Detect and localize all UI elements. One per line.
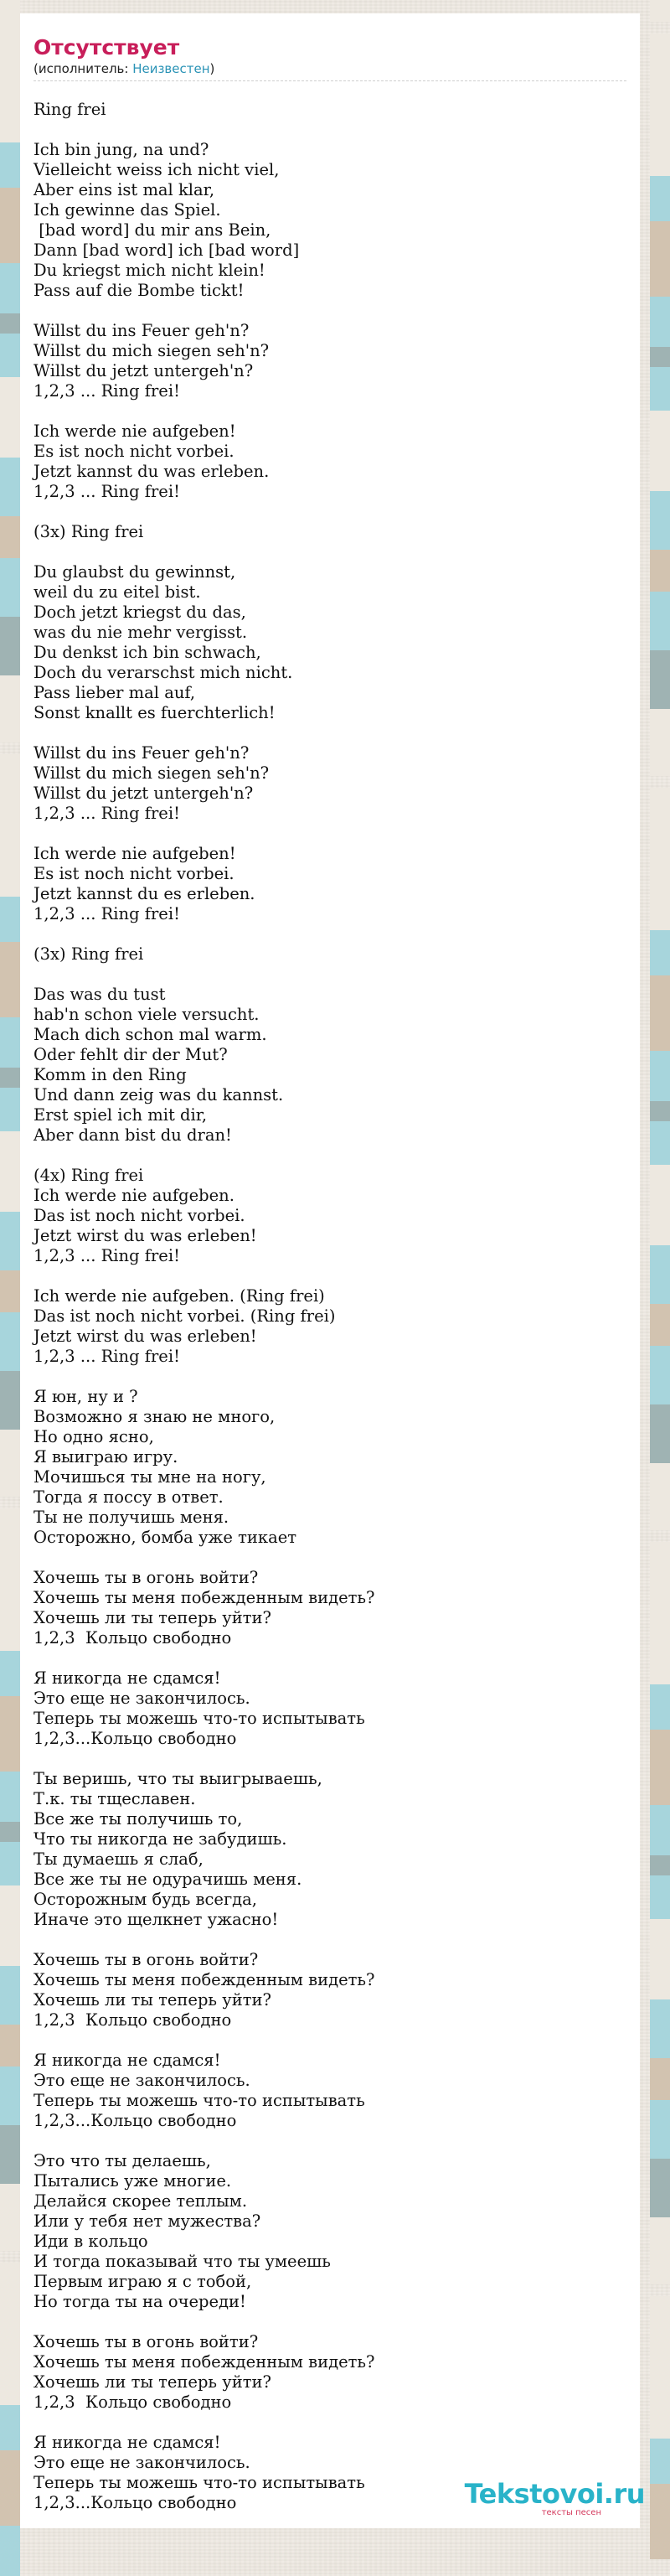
decor-stripe bbox=[0, 1088, 20, 1131]
decor-stripe bbox=[0, 897, 20, 942]
left-decor-stripes bbox=[0, 0, 20, 2542]
decor-stripe bbox=[0, 313, 20, 334]
decor-stripe bbox=[650, 176, 670, 221]
decor-stripe bbox=[650, 1304, 670, 1346]
decor-stripe bbox=[0, 754, 20, 897]
decor-stripe bbox=[0, 1696, 20, 1772]
artist-line bbox=[34, 60, 626, 81]
decor-stripe bbox=[650, 650, 670, 709]
decor-stripe bbox=[650, 2296, 670, 2439]
decor-stripe bbox=[650, 975, 670, 1051]
decor-stripe bbox=[650, 550, 670, 592]
decor-stripe bbox=[650, 592, 670, 650]
decor-stripe bbox=[650, 1404, 670, 1463]
song-title: Отсутствует bbox=[34, 35, 180, 59]
lyrics-card bbox=[20, 13, 640, 2528]
artist-suffix: ) bbox=[209, 61, 215, 76]
decor-stripe bbox=[650, 1463, 670, 1530]
decor-stripe bbox=[0, 1885, 20, 1966]
decor-stripe bbox=[650, 1051, 670, 1101]
logo-text: Tekstovoi.ru bbox=[464, 2478, 645, 2510]
decor-stripe bbox=[650, 411, 670, 491]
right-decor-stripes bbox=[650, 0, 670, 2542]
decor-stripe bbox=[0, 2066, 20, 2125]
decor-stripe bbox=[650, 2484, 670, 2559]
decor-stripe bbox=[0, 2526, 20, 2576]
decor-stripe bbox=[650, 491, 670, 550]
decor-stripe bbox=[0, 1068, 20, 1088]
decor-stripe bbox=[0, 2125, 20, 2184]
decor-stripe bbox=[650, 1999, 670, 2058]
decor-stripe bbox=[650, 709, 670, 776]
decor-stripe bbox=[650, 2217, 670, 2284]
site-logo[interactable] bbox=[465, 2480, 645, 2518]
decor-stripe bbox=[650, 1730, 670, 1805]
decor-stripe bbox=[650, 1542, 670, 1684]
decor-stripe bbox=[650, 2058, 670, 2100]
decor-stripe bbox=[650, 34, 670, 176]
decor-stripe bbox=[0, 2263, 20, 2405]
decor-stripe bbox=[650, 1684, 670, 1730]
decor-stripe bbox=[0, 142, 20, 188]
decor-stripe bbox=[0, 377, 20, 458]
decor-stripe bbox=[650, 1919, 670, 1999]
lyrics-text: Ring frei Ich bin jung, na und? Vielleicht weiss ich nicht viel, Aber eins ist mal klar, Ich gewinne das Spiel. [bad word] du mir ans Bein, Dann [bad word] ich [bad word] Du kriegst mich nicht klein! Pass auf die Bombe tickt! Willst du ins Feuer geh'n? Willst du mich siegen seh'n? Willst du jetzt untergeh'n? 1,2,3 ... Ring frei! Ich werde nie aufgeben! Es ist noch nicht vorbei. Jetzt kannst du was erleben. 1,2,3 ... Ring frei! (3x) Ring frei Du glaubst du gewinnst, weil du zu eitel bist. Doch jetzt kriegst du das, was du nie mehr vergisst. Du denkst ich bin schwach, Doch du verarschst mich nicht. Pass lieber mal auf, Sonst knallt es fuerchterlich! Willst du ins Feuer geh'n? Willst du mich siegen seh'n? Willst du jetzt untergeh'n? 1,2,3 ... Ring frei! Ich werde nie aufgeben! Es ist noch nicht vorbei. Jetzt kannst du es erleben. 1,2,3 ... Ring frei! (3x) Ring frei Das was du tust hab'n schon viele versucht. Mach dich schon mal warm. Oder fehlt dir der Mut? Komm in den Ring Und dann zeig was du kannst. Erst spiel ich mit dir, Aber dann bist du dran! (4x) Ring frei Ich werde nie aufgeben. Das ist noch nicht vorbei. Jetzt wirst du was erleben! 1,2,3 ... Ring frei! Ich werde nie aufgeben. (Ring frei) Das ist noch nicht vorbei. (Ring frei) Jetzt wirst du was erleben! 1,2,3 ... Ring frei! Я юн, ну и ? Возможно я знаю не много, Но одно ясно, Я выиграю игру. Мочишься ты мне на ногу, Тогда я поссу в ответ. Ты не получишь меня. Осторожно, бомба уже тикает Хочешь ты в огонь войти? Хочешь ты меня побежденным видеть? Хочешь ли ты теперь уйти? 1,2,3 Кольцо свободно Я никогда не сдамся! Это еще не закончилось. Теперь ты можешь что-то испытывать 1,2,3...Кольцо свободно Ты веришь, что ты выигрываешь, Т.к. ты тщеславен. Все же ты получишь то, Что ты никогда не забудишь. Ты думаешь я слаб, Все же ты не одурачишь меня. Осторожным будь всегда, Иначе это щелкнет ужасно! Хочешь ты в огонь войти? Хочешь ты меня побежденным видеть? Хочешь ли ты теперь уйти? 1,2,3 Кольцо свободно Я никогда не сдамся! Это еще не закончилось. Теперь ты можешь что-то испытывать 1,2,3...Кольцо свободно Это что ты делаешь, Пытались уже многие. Делайся скорее теплым. Или у тебя нет мужества? Иди в кольцо И тогда показывай что ты умеешь Первым играю я с тобой, Но тогда ты на очереди! Хочешь ты в огонь войти? Хочешь ты меня побежденным видеть? Хочешь ли ты теперь уйти? 1,2,3 Кольцо свободно Я никогда не сдамся! Это еще не закончилось. Теперь ты можешь что-то испытывать 1,2,3...Кольцо свободно bbox=[34, 100, 375, 2512]
decor-stripe bbox=[650, 1805, 670, 1855]
decor-stripe bbox=[0, 263, 20, 313]
decor-stripe bbox=[0, 188, 20, 263]
decor-stripe bbox=[0, 334, 20, 377]
decor-stripe bbox=[0, 1508, 20, 1651]
decor-stripe bbox=[0, 1212, 20, 1270]
decor-stripe bbox=[0, 2025, 20, 2066]
decor-stripe bbox=[0, 1822, 20, 1842]
decor-stripe bbox=[0, 1430, 20, 1497]
decor-stripe bbox=[650, 1165, 670, 1245]
decor-stripe bbox=[0, 0, 20, 142]
logo-tagline: тексты песен bbox=[541, 2508, 601, 2517]
decor-stripe bbox=[650, 1245, 670, 1304]
decor-stripe bbox=[650, 2100, 670, 2159]
decor-stripe bbox=[0, 1131, 20, 1212]
decor-stripe bbox=[650, 347, 670, 367]
decor-stripe bbox=[0, 1312, 20, 1371]
decor-stripe bbox=[650, 297, 670, 347]
decor-stripe bbox=[0, 1017, 20, 1068]
decor-stripe bbox=[650, 2439, 670, 2484]
decor-stripe bbox=[0, 2405, 20, 2450]
decor-stripe bbox=[650, 1346, 670, 1404]
decor-stripe bbox=[0, 1966, 20, 2025]
artist-link[interactable]: Неизвестен bbox=[132, 61, 210, 76]
decor-stripe bbox=[0, 1371, 20, 1430]
decor-stripe bbox=[650, 2159, 670, 2217]
decor-stripe bbox=[0, 2450, 20, 2526]
decor-stripe bbox=[650, 788, 670, 930]
decor-stripe bbox=[650, 1855, 670, 1875]
decor-stripe bbox=[0, 942, 20, 1017]
decor-stripe bbox=[0, 617, 20, 675]
decor-stripe bbox=[650, 0, 670, 22]
decor-stripe bbox=[0, 1842, 20, 1885]
decor-stripe bbox=[0, 558, 20, 617]
decor-stripe bbox=[650, 1101, 670, 1121]
decor-stripe bbox=[0, 516, 20, 558]
decor-stripe bbox=[0, 458, 20, 516]
decor-stripe bbox=[650, 367, 670, 411]
decor-stripe bbox=[650, 1121, 670, 1165]
decor-stripe bbox=[0, 1772, 20, 1822]
decor-stripe bbox=[650, 930, 670, 975]
decor-stripe bbox=[650, 221, 670, 297]
decor-stripe bbox=[0, 1270, 20, 1312]
artist-prefix: (исполнитель: bbox=[34, 61, 133, 76]
decor-stripe bbox=[0, 1651, 20, 1696]
decor-stripe bbox=[0, 675, 20, 742]
decor-stripe bbox=[650, 1875, 670, 1919]
decor-stripe bbox=[0, 2184, 20, 2251]
